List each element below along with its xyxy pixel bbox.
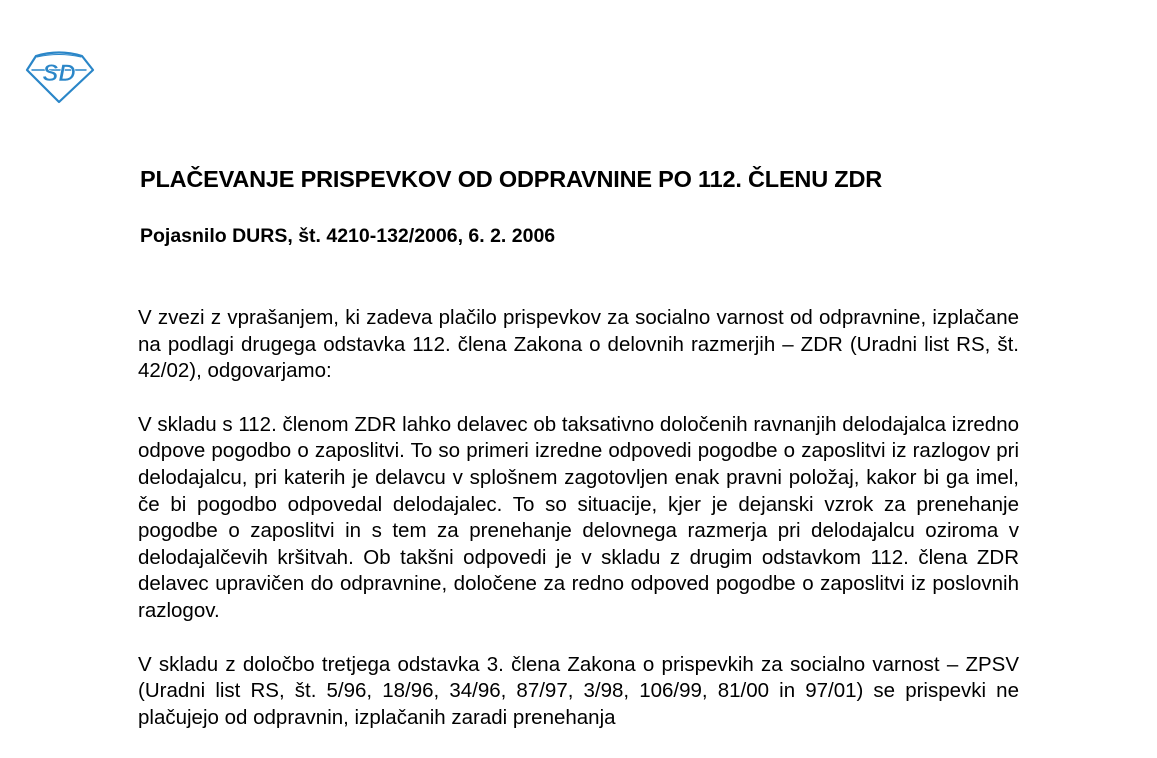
document-body xyxy=(138,305,1019,758)
body-paragraph-1: V zvezi z vprašanjem, ki zadeva plačilo prispevkov za socialno varnost od odpravnine, izplačane na podlagi drugega odstavka 112. člena Zakona o delovnih razmerjih – ZDR (Uradni list RS, št. 42/02), odgovarjamo: xyxy=(138,306,1019,383)
document-title: PLAČEVANJE PRISPEVKOV OD ODPRAVNINE PO 112. ČLENU ZDR xyxy=(140,166,882,192)
logo-lettering: SD xyxy=(42,60,76,87)
document-subtitle: Pojasnilo DURS, št. 4210-132/2006, 6. 2. 2006 xyxy=(140,225,556,247)
body-paragraph-2: V skladu s 112. členom ZDR lahko delavec ob taksativno določenih ravnanjih delodajalca izredno odpove pogodbo o zaposlitvi. To so primeri izredne odpovedi pogodbe o zaposlitvi iz razlogov pri delodajalcu, pri katerih je delavcu v splošnem zagotovljen enak pravni položaj, kakor bi ga imel, če bi pogodbo odpovedal delodajalec. To so situacije, kjer je dejanski vzrok za prenehanje pogodbe o zaposlitvi in s tem za prenehanje delovnega razmerja pri delodajalcu oziroma v delodajalčevih kršitvah. Ob takšni odpovedi je v skladu z drugim odstavkom 112. člena ZDR delavec upravičen do odpravnine, določene za redno odpoved pogodbe o zaposlitvi iz poslovnih razlogov. xyxy=(138,412,1019,622)
company-logo xyxy=(22,48,96,104)
body-paragraph-3: V skladu z določbo tretjega odstavka 3. člena Zakona o prispevkih za socialno varnost – ZPSV (Uradni list RS, št. 5/96, 18/96, 34/96, 87/97, 3/98, 106/99, 81/00 in 97/01) se prispevki ne plačujejo od odpravnin, izplačanih zaradi prenehanja xyxy=(138,652,1019,729)
